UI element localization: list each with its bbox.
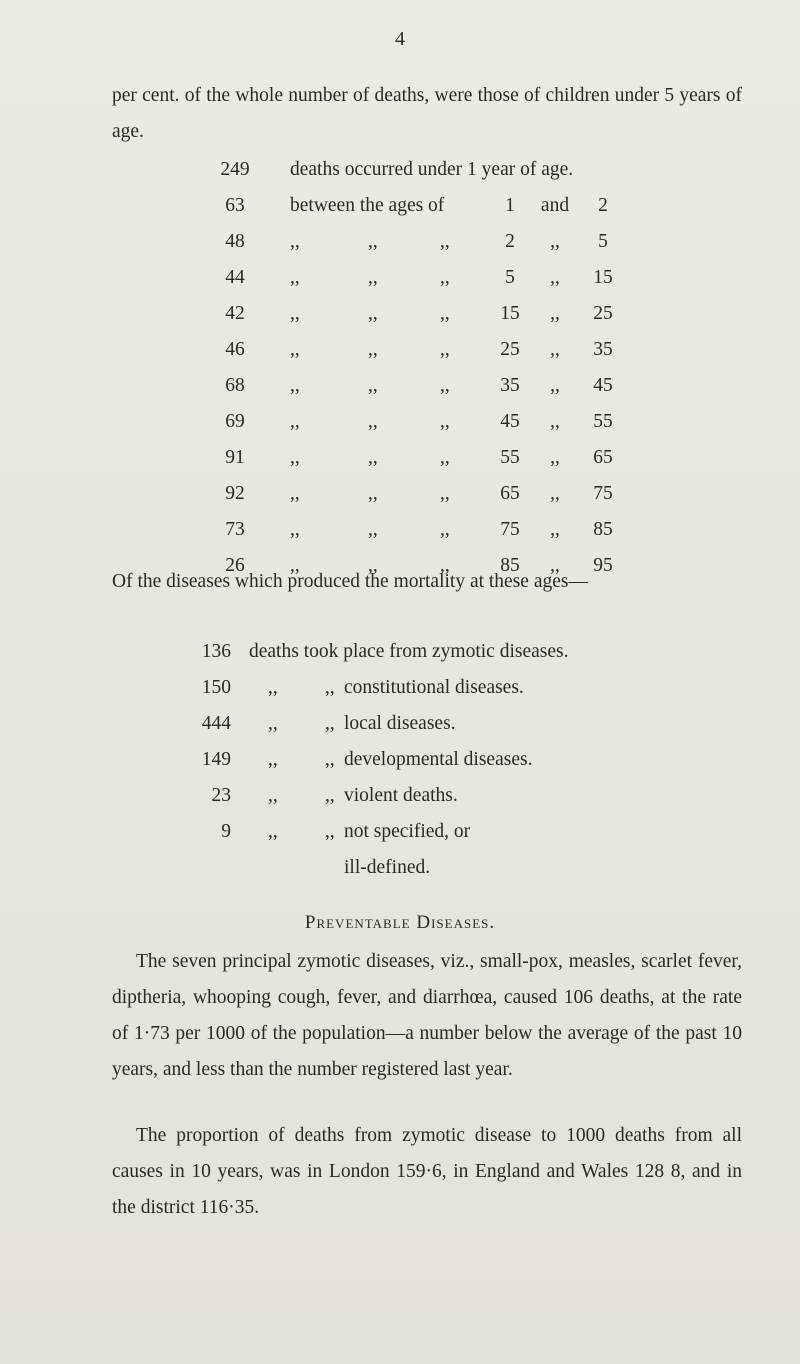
age-to: 35 xyxy=(593,339,613,360)
disease-text: deaths took place from zymotic diseases. xyxy=(249,641,569,662)
disease-row xyxy=(175,670,735,706)
age-and: and xyxy=(540,195,570,216)
age-row xyxy=(200,512,740,548)
ditto-mark: ,, xyxy=(368,447,378,468)
ditto-mark: ,, xyxy=(290,447,300,468)
age-deaths-table xyxy=(200,152,740,584)
age-to: 25 xyxy=(593,303,613,324)
age-count: 44 xyxy=(225,267,245,288)
diseases-intro: Of the diseases which produced the mortality at these ages— xyxy=(112,571,588,592)
page-number: 4 xyxy=(395,28,405,50)
intro-paragraph: per cent. of the whole number of deaths, were those of children under 5 years of age. xyxy=(112,85,742,142)
ditto-mark: ,, xyxy=(325,713,335,734)
age-count: 26 xyxy=(225,555,245,576)
disease-row xyxy=(175,706,735,742)
age-text: deaths occurred under 1 year of age. xyxy=(290,159,574,180)
disease-count: 136 xyxy=(201,641,231,662)
age-count: 46 xyxy=(225,339,245,360)
ditto-mark: ,, xyxy=(290,375,300,396)
ditto-mark: ,, xyxy=(325,821,335,842)
disease-row xyxy=(175,814,735,850)
disease-category: not specified, or xyxy=(344,821,471,842)
ditto-mark: ,, xyxy=(440,231,450,252)
age-to: 85 xyxy=(593,519,613,540)
age-to: 5 xyxy=(598,231,608,252)
ditto-mark: ,, xyxy=(550,555,560,576)
age-from: 2 xyxy=(505,231,515,252)
age-row xyxy=(200,224,740,260)
age-row xyxy=(200,476,740,512)
ditto-mark: ,, xyxy=(550,231,560,252)
age-to: 45 xyxy=(593,375,613,396)
ditto-mark: ,, xyxy=(550,447,560,468)
age-count: 249 xyxy=(220,159,250,180)
age-to: 75 xyxy=(593,483,613,504)
age-row xyxy=(200,440,740,476)
disease-category-continuation: ill-defined. xyxy=(344,857,431,878)
age-from: 65 xyxy=(500,483,520,504)
ditto-mark: ,, xyxy=(368,483,378,504)
ditto-mark: ,, xyxy=(550,339,560,360)
age-count: 63 xyxy=(225,195,245,216)
ditto-mark: ,, xyxy=(368,267,378,288)
ditto-mark: ,, xyxy=(268,749,278,770)
age-text: between the ages of xyxy=(290,195,445,216)
age-from: 85 xyxy=(500,555,520,576)
ditto-mark: ,, xyxy=(290,483,300,504)
ditto-mark: ,, xyxy=(368,411,378,432)
ditto-mark: ,, xyxy=(325,749,335,770)
ditto-mark: ,, xyxy=(290,555,300,576)
ditto-mark: ,, xyxy=(268,713,278,734)
age-count: 92 xyxy=(225,483,245,504)
disease-count: 9 xyxy=(221,821,231,842)
age-count: 48 xyxy=(225,231,245,252)
ditto-mark: ,, xyxy=(440,447,450,468)
disease-count: 23 xyxy=(211,785,231,806)
ditto-mark: ,, xyxy=(368,231,378,252)
ditto-mark: ,, xyxy=(268,821,278,842)
ditto-mark: ,, xyxy=(290,411,300,432)
ditto-mark: ,, xyxy=(368,303,378,324)
ditto-mark: ,, xyxy=(325,785,335,806)
ditto-mark: ,, xyxy=(550,519,560,540)
ditto-mark: ,, xyxy=(440,375,450,396)
zymotic-paragraph: The seven principal zymotic diseases, viz., small-pox, measles, scarlet fever, diptheria, whooping cough, fever, and diarrhœa, caused 106 deaths, at the rate of 1·73 per 1000 of the population—a number below the average of the past 10 years, and less than the number registered last year. xyxy=(112,951,742,1080)
age-from: 45 xyxy=(500,411,520,432)
age-from: 75 xyxy=(500,519,520,540)
age-from: 15 xyxy=(500,303,520,324)
ditto-mark: ,, xyxy=(368,519,378,540)
ditto-mark: ,, xyxy=(440,303,450,324)
age-row xyxy=(200,404,740,440)
age-count: 42 xyxy=(225,303,245,324)
disease-category: developmental diseases. xyxy=(344,749,533,770)
ditto-mark: ,, xyxy=(290,303,300,324)
disease-count: 444 xyxy=(201,713,231,734)
ditto-mark: ,, xyxy=(550,375,560,396)
age-row xyxy=(200,296,740,332)
age-count: 69 xyxy=(225,411,245,432)
ditto-mark: ,, xyxy=(440,555,450,576)
ditto-mark: ,, xyxy=(440,483,450,504)
age-from: 1 xyxy=(505,195,515,216)
age-from: 5 xyxy=(505,267,515,288)
ditto-mark: ,, xyxy=(290,231,300,252)
disease-row xyxy=(175,850,735,886)
age-to: 55 xyxy=(593,411,613,432)
ditto-mark: ,, xyxy=(550,267,560,288)
age-row xyxy=(200,260,740,296)
ditto-mark: ,, xyxy=(368,375,378,396)
age-count: 91 xyxy=(225,447,245,468)
disease-row xyxy=(175,778,735,814)
disease-deaths-table xyxy=(175,634,735,886)
age-row xyxy=(200,332,740,368)
age-from: 35 xyxy=(500,375,520,396)
age-from: 55 xyxy=(500,447,520,468)
ditto-mark: ,, xyxy=(268,677,278,698)
disease-category: local diseases. xyxy=(344,713,456,734)
disease-category: violent deaths. xyxy=(344,785,458,806)
ditto-mark: ,, xyxy=(290,519,300,540)
section-heading: Preventable Diseases. xyxy=(304,912,496,933)
ditto-mark: ,, xyxy=(440,339,450,360)
ditto-mark: ,, xyxy=(440,267,450,288)
age-to: 15 xyxy=(593,267,613,288)
disease-category: constitutional diseases. xyxy=(344,677,524,698)
age-row xyxy=(200,368,740,404)
disease-row xyxy=(175,634,735,670)
age-count: 68 xyxy=(225,375,245,396)
proportion-paragraph: The proportion of deaths from zymotic disease to 1000 deaths from all causes in 10 years, was in London 159·6, in England and Wales 128 8, and in the district 116·35. xyxy=(112,1125,742,1218)
ditto-mark: ,, xyxy=(550,483,560,504)
ditto-mark: ,, xyxy=(368,339,378,360)
disease-count: 150 xyxy=(201,677,231,698)
ditto-mark: ,, xyxy=(440,411,450,432)
age-to: 95 xyxy=(593,555,613,576)
age-row xyxy=(200,188,740,224)
ditto-mark: ,, xyxy=(550,411,560,432)
ditto-mark: ,, xyxy=(440,519,450,540)
age-row xyxy=(200,152,740,188)
ditto-mark: ,, xyxy=(325,677,335,698)
age-to: 65 xyxy=(593,447,613,468)
ditto-mark: ,, xyxy=(368,555,378,576)
disease-row xyxy=(175,742,735,778)
ditto-mark: ,, xyxy=(268,785,278,806)
age-from: 25 xyxy=(500,339,520,360)
age-count: 73 xyxy=(225,519,245,540)
ditto-mark: ,, xyxy=(550,303,560,324)
disease-count: 149 xyxy=(201,749,231,770)
age-to: 2 xyxy=(598,195,608,216)
ditto-mark: ,, xyxy=(290,267,300,288)
ditto-mark: ,, xyxy=(290,339,300,360)
